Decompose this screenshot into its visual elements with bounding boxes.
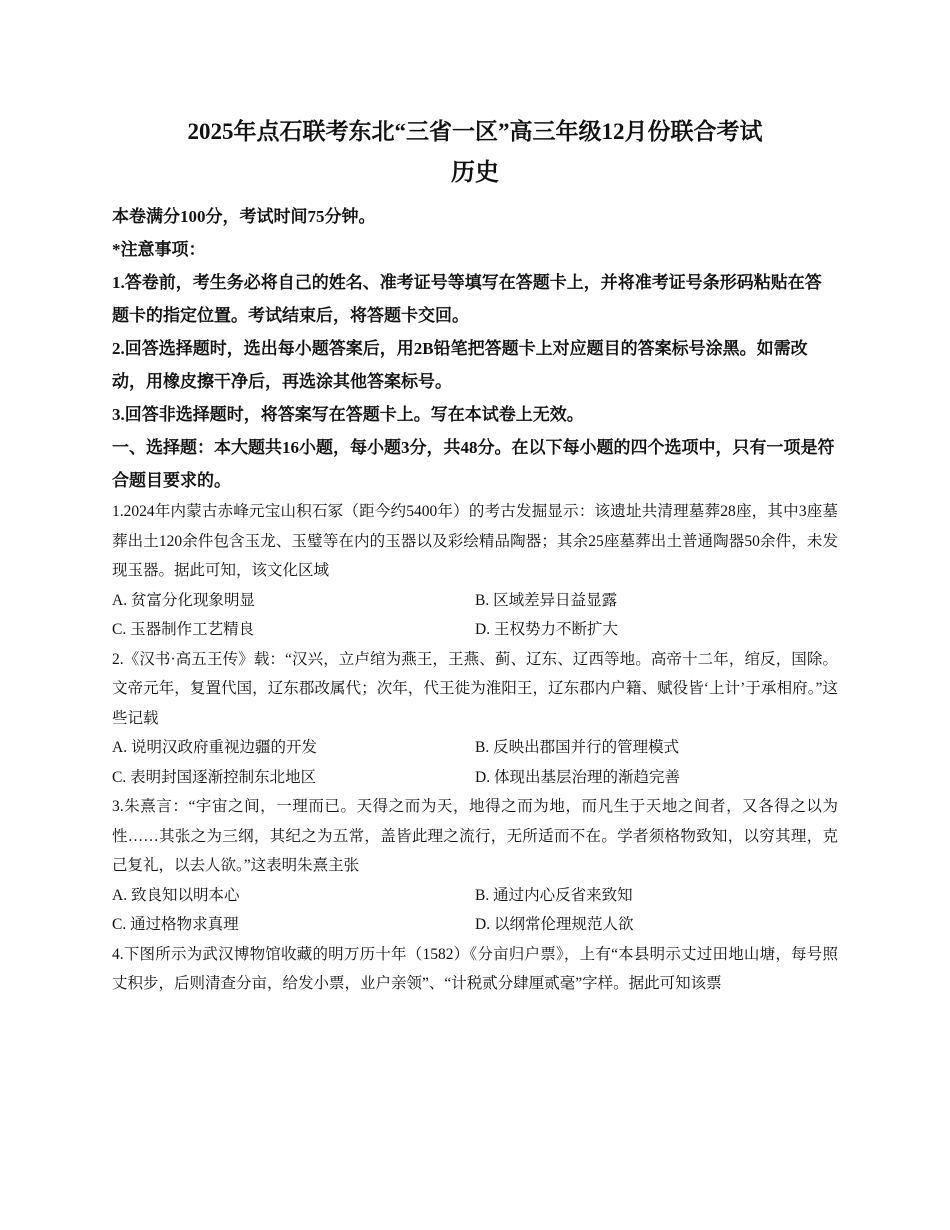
section-heading: 一、选择题：本大题共16小题，每小题3分，共48分。在以下每小题的四个选项中，只有一项是符合题目要求的。	[112, 438, 835, 490]
question-stem: 3.朱熹言：“宇宙之间，一理而已。天得之而为天，地得之而为地，而凡生于天地之间者，又各得之以为性……其张之为三纲，其纪之为五常，盖皆此理之流行，无所适而不在。学者须格物致知，以穷其理，克己复礼，以去人欲。”这表明朱熹主张	[112, 798, 838, 874]
notice-item-3: 3.回答非选择题时，将答案写在答题卡上。写在本试卷上无效。	[112, 405, 584, 424]
option-a: A. 致良知以明本心	[112, 886, 240, 904]
exam-subject: 历史	[451, 160, 499, 186]
option-a: A. 贫富分化现象明显	[112, 591, 255, 609]
option-c: C. 表明封国逐渐控制东北地区	[112, 768, 317, 786]
question-stem: 1.2024年内蒙古赤峰元宝山积石冢（距今约5400年）的考古发掘显示：该遗址共清理墓葬28座，其中3座墓葬出土120余件包含玉龙、玉璧等在内的玉器以及彩绘精品陶器；其余25座墓葬出土普通陶器50余件，未发现玉器。据此可知，该文化区域	[112, 503, 838, 579]
option-b: B. 反映出郡国并行的管理模式	[475, 739, 680, 756]
option-d: D. 体现出基层治理的渐趋完善	[475, 768, 680, 786]
score-time-note: 本卷满分100分，考试时间75分钟。	[112, 207, 376, 226]
option-d: D. 王权势力不断扩大	[475, 621, 618, 638]
option-list	[112, 586, 838, 645]
option-b: B. 通过内心反省来致知	[475, 886, 633, 904]
question-2	[112, 645, 838, 793]
option-c: C. 通过格物求真理	[112, 916, 239, 933]
option-d: D. 以纲常伦理规范人欲	[475, 916, 634, 933]
question-3	[112, 792, 838, 940]
option-a: A. 说明汉政府重视边疆的开发	[112, 739, 317, 756]
notice-item-2: 2.回答选择题时，选出每小题答案后，用2B铅笔把答题卡上对应题目的答案标号涂黑。如需改动，用橡皮擦干净后，再选涂其他答案标号。	[112, 339, 808, 391]
exam-title: 2025年点石联考东北“三省一区”高三年级12月份联合考试	[187, 119, 763, 144]
question-stem: 4.下图所示为武汉博物馆收藏的明万历十年（1582）《分亩归户票》，上有“本县明示丈过田地山塘，每号照丈积步，后则清查分亩，给发小票，业户亲领”、“计税贰分肆厘贰毫”字样。据此可知该票	[112, 945, 838, 992]
option-b: B. 区域差异日益显露	[475, 591, 618, 609]
question-1	[112, 497, 838, 645]
question-stem: 2.《汉书·高五王传》载：“汉兴，立卢绾为燕王，王燕、蓟、辽东、辽西等地。高帝十二年，绾反，国除。文帝元年，复置代国，辽东郡改属代；次年，代王徙为淮阳王，辽东郡内户籍、赋役皆‘上计’于承相府。”这些记载	[112, 650, 838, 727]
notice-heading: *注意事项：	[112, 240, 206, 259]
option-list	[112, 881, 838, 940]
option-c: C. 玉器制作工艺精良	[112, 621, 255, 638]
notice-item-1: 1.答卷前，考生务必将自己的姓名、准考证号等填写在答题卡上，并将准考证号条形码粘贴在答题卡的指定位置。考试结束后，将答题卡交回。	[112, 273, 822, 325]
question-4	[112, 940, 838, 999]
option-list	[112, 733, 838, 792]
